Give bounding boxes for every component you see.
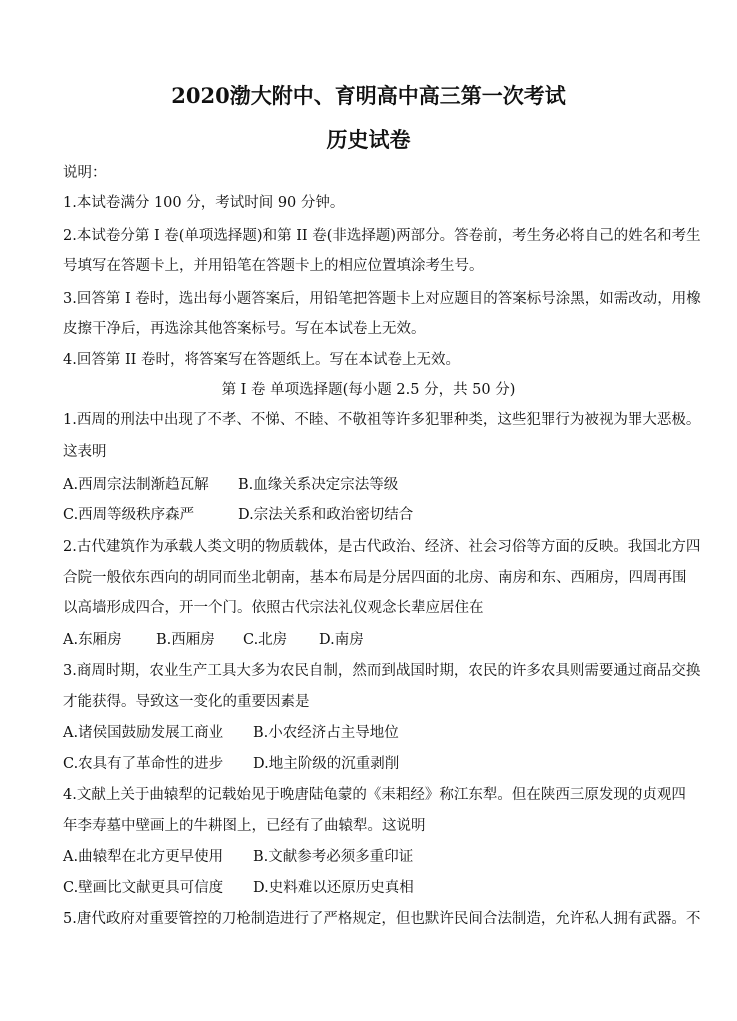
question-1-option-c: C.西周等级秩序森严 bbox=[63, 507, 195, 523]
question-1-option-d: D.宗法关系和政治密切结合 bbox=[238, 507, 414, 523]
question-2-line: 以高墙形成四合，开一个门。依照古代宗法礼仪观念长辈应居住在 bbox=[63, 600, 484, 616]
section-heading: 第 I 卷 单项选择题(每小题 2.5 分，共 50 分) bbox=[221, 382, 516, 398]
question-1-option-b: B.血缘关系决定宗法等级 bbox=[238, 477, 399, 493]
instruction-line: 3.回答第 I 卷时，选出每小题答案后，用铅笔把答题卡上对应题目的答案标号涂黑，如需改动，用橡 bbox=[63, 291, 701, 307]
question-4-option-b: B.文献参考必须多重印证 bbox=[253, 849, 414, 865]
instruction-line: 1.本试卷满分 100 分，考试时间 90 分钟。 bbox=[63, 195, 345, 211]
question-2-option-a: A.东厢房 bbox=[63, 632, 122, 648]
instruction-line: 号填写在答题卡上，并用铅笔在答题卡上的相应位置填涂考生号。 bbox=[63, 258, 484, 274]
question-4-option-d: D.史料难以还原历史真相 bbox=[253, 880, 414, 896]
question-2-line: 2.古代建筑作为承载人类文明的物质载体，是古代政治、经济、社会习俗等方面的反映。我国北方四 bbox=[63, 539, 701, 555]
exam-title: 2020渤大附中、育明高中高三第一次考试 bbox=[171, 83, 566, 108]
question-1-line: 这表明 bbox=[63, 444, 107, 460]
instruction-line: 皮擦干净后，再选涂其他答案标号。写在本试卷上无效。 bbox=[63, 321, 426, 337]
question-4-line: 4.文献上关于曲辕犁的记载始见于晚唐陆龟蒙的《耒耜经》称江东犁。但在陕西三原发现的贞观四 bbox=[63, 787, 686, 803]
question-3-option-a: A.诸侯国鼓励发展工商业 bbox=[63, 725, 224, 741]
instructions-heading: 说明： bbox=[63, 165, 107, 181]
question-2-option-c: C.北房 bbox=[243, 632, 288, 648]
question-4-option-c: C.壁画比文献更具可信度 bbox=[63, 880, 224, 896]
question-4-line: 年李寿墓中壁画上的牛耕图上，已经有了曲辕犁。这说明 bbox=[63, 818, 426, 834]
question-1-line: 1.西周的刑法中出现了不孝、不悌、不睦、不敬祖等许多犯罪种类，这些犯罪行为被视为罪大恶极。 bbox=[63, 412, 701, 428]
question-5-line: 5.唐代政府对重要管控的刀枪制造进行了严格规定，但也默许民间合法制造，允许私人拥有武器。不 bbox=[63, 911, 701, 927]
question-1-option-a: A.西周宗法制渐趋瓦解 bbox=[63, 477, 209, 493]
instruction-line: 4.回答第 II 卷时，将答案写在答题纸上。写在本试卷上无效。 bbox=[63, 352, 461, 368]
question-3-option-c: C.农具有了革命性的进步 bbox=[63, 756, 224, 772]
instruction-line: 2.本试卷分第 I 卷(单项选择题)和第 II 卷(非选择题)两部分。答卷前，考生务必将自己的姓名和考生 bbox=[63, 228, 701, 244]
question-3-option-d: D.地主阶级的沉重剥削 bbox=[253, 756, 400, 772]
question-4-option-a: A.曲辕犁在北方更早使用 bbox=[63, 849, 224, 865]
question-2-option-d: D.南房 bbox=[319, 632, 364, 648]
question-3-line: 3.商周时期，农业生产工具大多为农民自制，然而到战国时期，农民的许多农具则需要通过商品交换 bbox=[63, 663, 701, 679]
question-3-line: 才能获得。导致这一变化的重要因素是 bbox=[63, 694, 310, 710]
question-3-option-b: B.小农经济占主导地位 bbox=[253, 725, 399, 741]
question-2-line: 合院一般依东西向的胡同而坐北朝南，基本布局是分居四面的北房、南房和东、西厢房，四周再围 bbox=[63, 570, 687, 586]
exam-subtitle: 历史试卷 bbox=[326, 127, 411, 152]
question-2-option-b: B.西厢房 bbox=[156, 632, 215, 648]
